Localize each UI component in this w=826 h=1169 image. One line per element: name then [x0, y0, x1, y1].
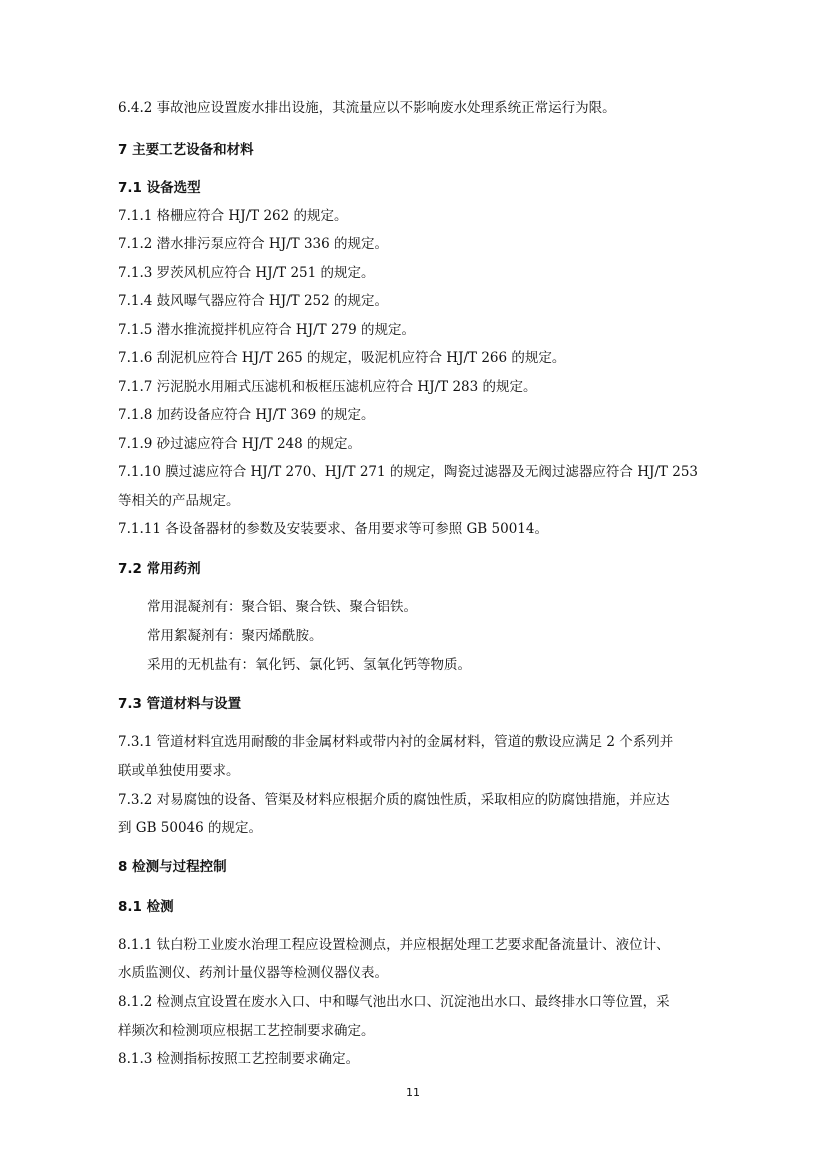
- clause-7-1-3: 7.1.3 罗茨风机应符合 HJ/T 251 的规定。: [118, 265, 375, 281]
- clause-7-3-1-line1: 7.3.1 管道材料宜选用耐酸的非金属材料或带内衬的金属材料，管道的敷设应满足 2 个系列并: [118, 734, 674, 750]
- clause-7-1-2: 7.1.2 潜水排污泵应符合 HJ/T 336 的规定。: [118, 236, 389, 252]
- clause-7-1-5: 7.1.5 潜水推流搅拌机应符合 HJ/T 279 的规定。: [118, 322, 416, 338]
- clause-7-1-1: 7.1.1 格栅应符合 HJ/T 262 的规定。: [118, 208, 348, 224]
- clause-7-1-10-line1: 7.1.10 膜过滤应符合 HJ/T 270、HJ/T 271 的规定，陶瓷过滤器及无阀过滤器应符合 HJ/T 253: [118, 464, 698, 480]
- clause-7-3-1-line2: 联或单独使用要求。: [118, 763, 240, 779]
- clause-7-1-8: 7.1.8 加药设备应符合 HJ/T 369 的规定。: [118, 407, 375, 423]
- clause-7-1-7: 7.1.7 污泥脱水用厢式压滤机和板框压滤机应符合 HJ/T 283 的规定。: [118, 379, 537, 395]
- chemical-flocculants: 常用絮凝剂有：聚丙烯酰胺。: [147, 628, 323, 644]
- section-heading-7-2: 7.2 常用药剂: [118, 561, 201, 577]
- page-number: 11: [406, 1086, 420, 1099]
- clause-7-3-2-line1: 7.3.2 对易腐蚀的设备、管渠及材料应根据介质的腐蚀性质，采取相应的防腐蚀措施，并应达: [118, 792, 670, 808]
- clause-7-1-11: 7.1.11 各设备器材的参数及安装要求、备用要求等可参照 GB 50014。: [118, 521, 548, 537]
- clause-7-1-10-line2: 等相关的产品规定。: [118, 493, 240, 509]
- section-heading-7: 7 主要工艺设备和材料: [118, 142, 254, 158]
- clause-8-1-1-line1: 8.1.1 钛白粉工业废水治理工程应设置检测点，并应根据处理工艺要求配备流量计、液位计、: [118, 937, 670, 953]
- section-heading-7-3: 7.3 管道材料与设置: [118, 696, 242, 712]
- clause-6-4-2: 6.4.2 事故池应设置废水排出设施，其流量应以不影响废水处理系统正常运行为限。: [118, 100, 616, 116]
- section-heading-8-1: 8.1 检测: [118, 899, 174, 915]
- chemical-inorganic-salts: 采用的无机盐有：氧化钙、氯化钙、氢氧化钙等物质。: [147, 657, 471, 673]
- chemical-coagulants: 常用混凝剂有：聚合铝、聚合铁、聚合铝铁。: [147, 599, 417, 615]
- clause-8-1-2-line2: 样频次和检测项应根据工艺控制要求确定。: [118, 1023, 375, 1039]
- clause-8-1-2-line1: 8.1.2 检测点宜设置在废水入口、中和曝气池出水口、沉淀池出水口、最终排水口等位置，采: [118, 994, 670, 1010]
- clause-7-1-4: 7.1.4 鼓风曝气器应符合 HJ/T 252 的规定。: [118, 293, 389, 309]
- clause-8-1-1-line2: 水质监测仪、药剂计量仪器等检测仪器仪表。: [118, 965, 388, 981]
- clause-7-3-2-line2: 到 GB 50046 的规定。: [118, 820, 263, 836]
- clause-7-1-6: 7.1.6 刮泥机应符合 HJ/T 265 的规定，吸泥机应符合 HJ/T 266 的规定。: [118, 350, 566, 366]
- section-heading-7-1: 7.1 设备选型: [118, 180, 201, 196]
- clause-7-1-9: 7.1.9 砂过滤应符合 HJ/T 248 的规定。: [118, 436, 362, 452]
- clause-8-1-3: 8.1.3 检测指标按照工艺控制要求确定。: [118, 1051, 360, 1067]
- section-heading-8: 8 检测与过程控制: [118, 859, 227, 875]
